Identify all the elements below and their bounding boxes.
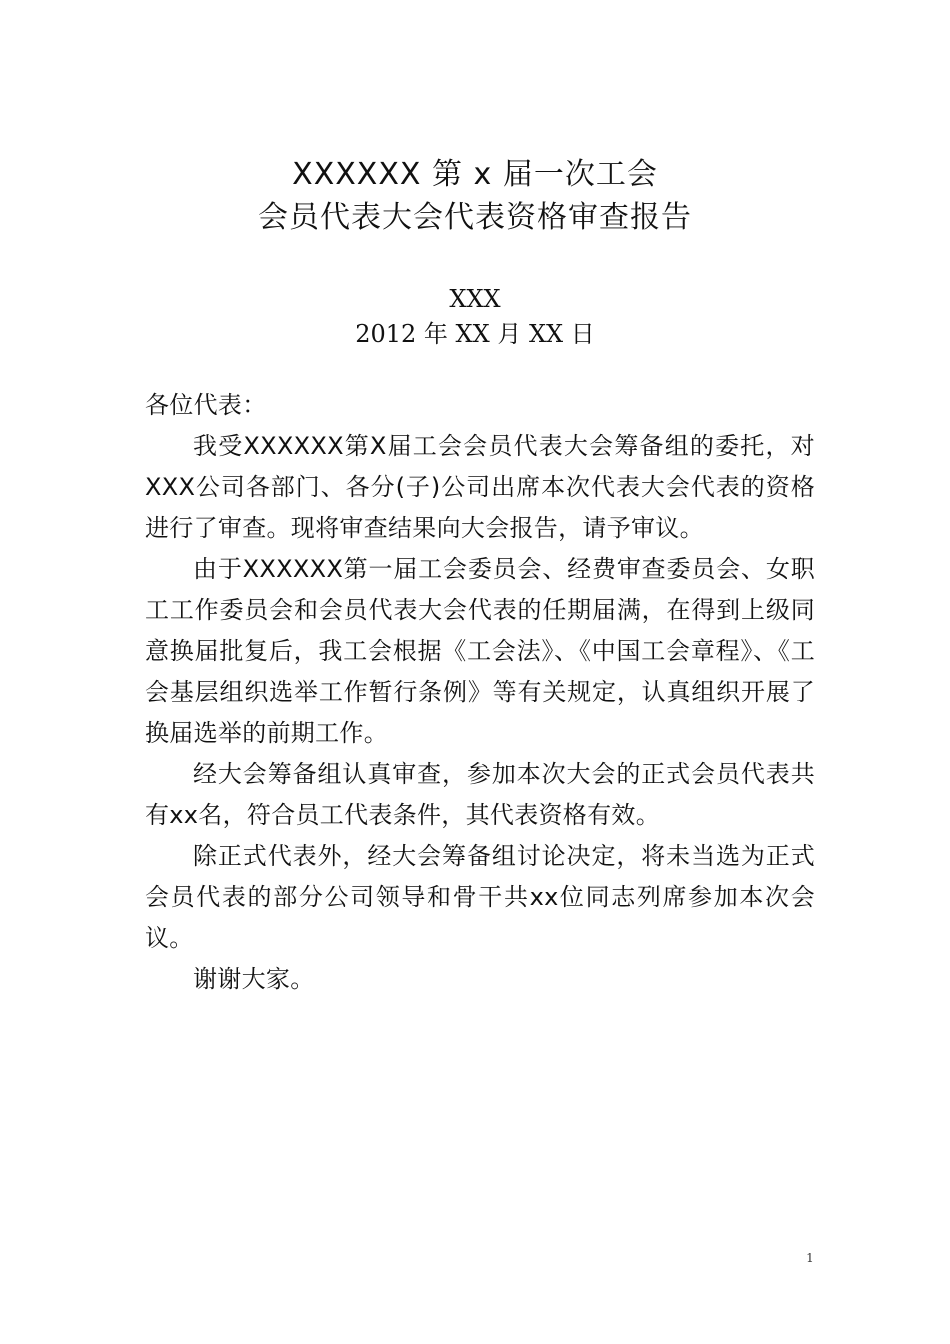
paragraph-attendees: 除正式代表外，经大会筹备组讨论决定，将未当选为正式会员代表的部分公司领导和骨干共xx位同志列席参加本次会议。 xyxy=(145,842,815,952)
document-body xyxy=(145,385,815,1000)
page-number: 1 xyxy=(806,1251,814,1265)
document-title-line-2: 会员代表大会代表资格审查报告 xyxy=(258,200,692,235)
paragraph-background: 由于XXXXXX第一届工会委员会、经费审查委员会、女职工工作委员会和会员代表大会代表的任期届满，在得到上级同意换届批复后，我工会根据《工会法》、《中国工会章程》、《工会基层组织选举工作暂行条例》等有关规定，认真组织开展了换届选举的前期工作。 xyxy=(145,555,815,747)
document-title-line-1: XXXXXX 第 x 届一次工会 xyxy=(292,157,658,192)
paragraph-entrustment: 我受XXXXXX第Ⅹ届工会会员代表大会筹备组的委托，对XXX公司各部门、各分(子)公司出席本次代表大会代表的资格进行了审查。现将审查结果向大会报告，请予审议。 xyxy=(145,432,815,542)
document-date: 2012 年 XX 月 XX 日 xyxy=(355,320,595,348)
salutation: 各位代表： xyxy=(145,391,267,419)
document-author: XXX xyxy=(449,285,501,313)
paragraph-review-result: 经大会筹备组认真审查，参加本次大会的正式会员代表共有xx名，符合员工代表条件，其代表资格有效。 xyxy=(145,760,815,829)
paragraph-closing: 谢谢大家。 xyxy=(193,965,315,993)
